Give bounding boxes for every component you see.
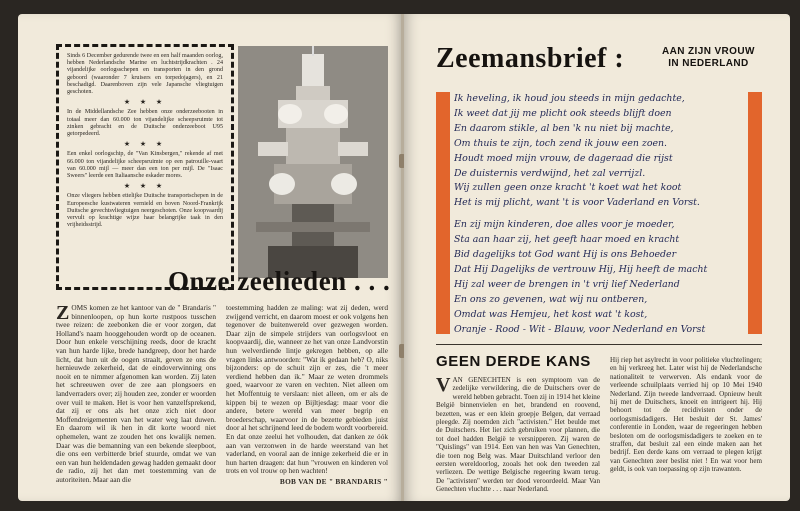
booklet-spread	[18, 14, 790, 501]
subtitle-line: AAN ZIJN VROUW	[662, 46, 755, 57]
star-divider: ★ ★ ★	[123, 182, 167, 191]
article-text: OMS komen ze het kantoor van de " Brandaris " binnenloopen, op hun korte rustpoos tusschen twee reizen: de zeebonken die er voor zorgen, dat Holland's naam hooggehouden wordt op de oceanen. Door hun enkele verschijning reeds, door de kracht van hun harde lijke, brede handgreep, door het harde licht, dat hun uit de oogen straalt, geven ze ons de hernieuwde zekerheid, dat de eindoverwinning ons nooit en te nimmer afgenomen kan worden. Zij laten het schreeuwen over de zee aan plongsoers en landverraders over; zij houden zee, zonder er woorden over vuil te maken. Het is voor hen vanzelfsprekend, dat zij er ons als het onze zich niet door Moffendreigementen van het water weg laat duwen. En daarom wil ik hen in dit korte woord niet ophemelen, want ze zouden het ons kwalijk nemen. Daar was die bemanning van een bekende sleepboot, die ons een verbitterde brief stuurde, omdat we van een van hun heldendaden gewag hadden gemaakt door de radio, zij het dan met toestemming van de autoriteiten. Maar aan die	[56, 303, 216, 484]
letter-line: Ik heveling, ik houd jou steeds in mijn gedachte,	[454, 93, 685, 104]
article-text: AN GENECHTEN is een symptoom van de zedelijke verwildering, die de Duitschers over de wereld hebben gebracht. Toen zij in 1914 het kleine België binnenvielen en het, brandend en roovend, bezetten, was er een klein groepje Belgen, dat verraad pleegde. Zij noemden zich "activisten." Het beulde met de Duitschers. Het liet zich gebruiken voor plannen, die tot doel hadden België te versnipperen. Zij waren de "Quislings" van 1914. Een van hen was Van Genechten, die toen nog Belg was. Maar Duitschland verloor den eersten wereldoorlog, zooals het ook den tweeden zal verliezen. De wettige Belgische regeering kwam terug. De "activisten" werden ter dood veroordeeld. Maar Van Genechten vluchtte . . . naar Nederland.	[436, 376, 600, 494]
warship-illustration	[238, 46, 388, 278]
drop-cap: Z	[56, 302, 70, 324]
bulletin-paragraph: In de Middellandsche Zee hebben onze onderzeebooten in totaal meer dan 60.000 ton vijandelijke scheepsruimte tot zinken gebracht en de Duitsche onderzeeboot U95 getorpedeerd.	[67, 109, 223, 138]
left-headline: Onze zeelieden . . .	[168, 266, 391, 296]
letter-line: Sta aan haar zij, het geeft haar moed en kracht	[454, 234, 680, 246]
letter-line: De duisternis verdwijnd, het zal verrijzl.	[454, 167, 646, 179]
handwritten-letter	[454, 92, 746, 338]
section-divider	[436, 344, 762, 345]
letter-line: Hij zal weer de brengen in 't vrij lief Nederland	[454, 278, 680, 290]
star-divider: ★ ★ ★	[123, 98, 167, 107]
left-page	[18, 14, 402, 501]
star-divider: ★ ★ ★	[123, 140, 167, 149]
warship-photo	[238, 46, 388, 278]
right-column-1	[436, 376, 600, 496]
right-page	[404, 14, 790, 501]
bulletin-paragraph: Onze vliegers hebben ettelijke Duitsche transportschepen in de Europeesche kustwateren vernield en boven Noord-Frankrijk Duitsche gevechtsvliegtuigen neergeschoten. Onze koopvaardij vervult op krachtige wijze haar belangrijke taak in den vrijheidsstrijd.	[67, 193, 223, 229]
news-bulletin-box	[56, 44, 234, 290]
left-column-1	[56, 304, 216, 484]
bulletin-paragraph: Sinds 6 December gedurende twee en een half maanden oorlog, hebben Nederlandsche Marine en luchtstrijdkrachten . 24 vijandelijke oorlogsschepen en transporten in den grond geboord (waaronder 7 kruisers en torpedojagers), en 21 beschadigd. Daarenboven zijn vele Japansche vliegtuigen geschoten.	[67, 53, 223, 96]
drop-cap: V	[436, 374, 451, 396]
letter-line: Het is mij plicht, want 't is voor Vaderland en Vorst.	[454, 197, 700, 209]
letter-line: Oranje - Rood - Wit - Blauw, voor Nederland en Vorst	[454, 323, 706, 335]
letter-line: Bid dagelijks tot God want Hij is ons Behoeder	[454, 249, 677, 261]
letter-line: Dat Hij Dagelijks de vertrouw Hij, Hij heeft de macht	[454, 263, 708, 275]
letter-line: Om thuis te zijn, toch zend ik jouw een zoen.	[454, 137, 668, 149]
section-heading: GEEN DERDE KANS	[436, 353, 591, 370]
letter-line: Houdt moed mijn vrouw, de dageraad die rijst	[454, 152, 673, 164]
left-column-2	[226, 304, 388, 486]
letter-line: En daarom stikle, al ben 'k nu niet bij machte,	[454, 122, 674, 134]
letter-line: Omdat was Hemjeu, het kost wat 't kost,	[454, 308, 648, 320]
letter-line: En ons zo gevenen, wat wij nu ontberen,	[454, 293, 648, 305]
orange-bar-right	[748, 92, 762, 334]
letter-line: En zij mijn kinderen, doe alles voor je moeder,	[454, 219, 675, 231]
author-signature: BOB VAN DE " BRANDARIS "	[279, 476, 388, 486]
letter-subtitle	[662, 46, 755, 70]
subtitle-line: IN NEDERLAND	[668, 58, 749, 69]
letter-line: Wij zullen geen onze kracht 't koet wat het koot	[454, 182, 682, 194]
right-column-2	[610, 356, 762, 476]
letter-line: Ik weet dat jij me plicht ook steeds blijft doen	[454, 107, 672, 119]
article-text: Hij riep het asylrecht in voor politieke vluchtelingen; en hij verkreeg het. Later wist hij de Nederlandsche nationaliteit te verwerven. Als endank voor de verleende schuilplaats verried hij op 10 Mei 1940 Nederland. Zijn tweede landverraad. Opnieuw heult hij met de Duitschers, knoeit en intrigeert hij. Hij behoort tot de recidivisten onder de oorlogsmisdadigers. Het besluit der St. James' conferentie in Londen, waar de regeeringen hebben besloten om de oorlogsmisdadigers te zoeken en te straffen, dat besluit zal een einde maken aan het bedrijf. Een derde kans om verraad te plegen krijgt van Genechten zeer beslist niet ! En wat voor hem geldt, is ook van toepassing op zijn trawanten.	[610, 356, 762, 474]
article-text: toestemming hadden ze maling: wat zij deden, werd zwijgend verricht, en daarom moest er ook volgens hen tegenover de buitenwereld over gezwegen worden. Daar zijn de simpele strijders van oorlogsvloot en koopvaardij, die, wanneer ze het van onze Landvorstin hun welverdiende lintje gekregen hebben, op alle vragen links antwoorden: "Wat ik gedaan heb? O, niks bijzonders: op de schuit zijn er zes, die 't meer verdiend hebben dan ik." Maar ze weten drommels goed, waarvoor ze varen en vechten. Niet alleen om het Moffentuig te verslaan: niet alleen, om er als de kippen bij te wezen op Bijltjesdag: maar voor die andere, betere wereld van meer begrip en broederschap, waarvoor in de bezette gebieden juist door al het schrijnend leed de bodem wordt voorbereid. En dat onze zeelui het volhouden, dat danken ze óók aan van verzonwen in de harde weerstand van het vaderland, en vooral aan de innige zekerheid die er in hun harten draagen: dat hun "vrouwen en kinderen vol trots en vol trouw op hen wachten!	[226, 303, 388, 476]
letter-title: Zeemansbrief :	[436, 43, 625, 74]
bulletin-paragraph: Een enkel oorlogschip, de "Van Kinsbergen," rekende af met 66.000 ton vijandelijke scheepsruimte op een patrouille-vaart van 60.000 mijl — meer dan een ton per mijl. De "Isaac Sweers" leerde een Italiaansche eskader mores.	[67, 151, 223, 180]
orange-bar-left	[436, 92, 450, 334]
